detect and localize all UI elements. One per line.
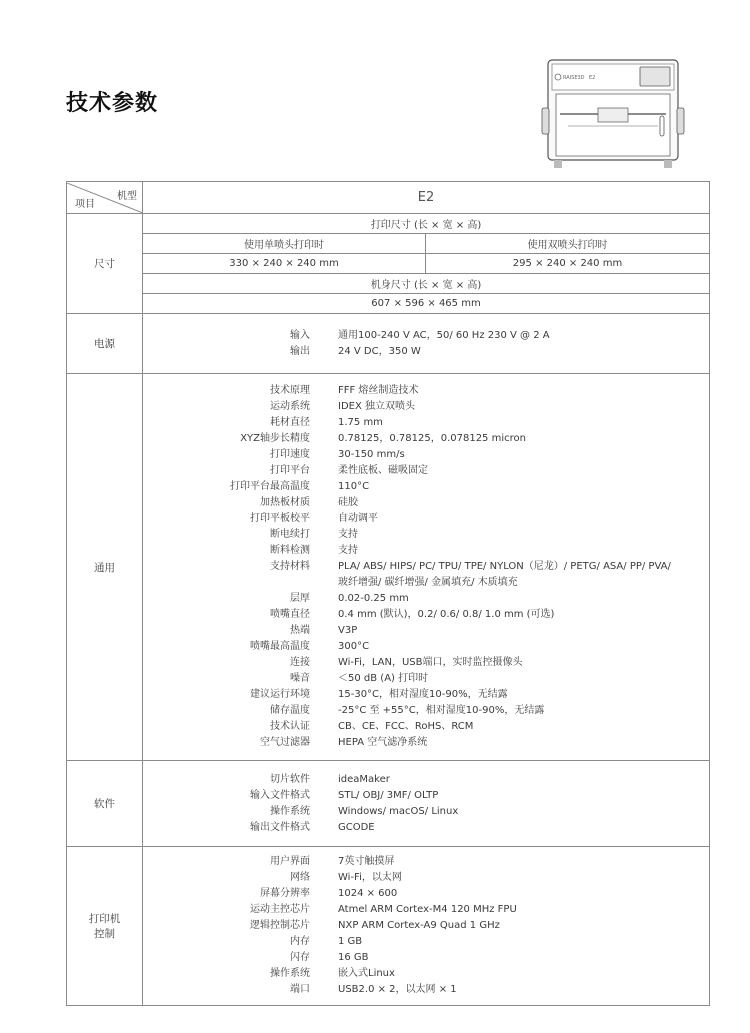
section-printer-control (67, 847, 143, 1006)
spec-key: 支持材料 (270, 561, 310, 572)
spec-key: 噪音 (290, 673, 310, 684)
printer-brand: RAISE3D (563, 75, 585, 81)
spec-key: 连接 (290, 657, 310, 668)
spec-value: STL/ OBJ/ 3MF/ OLTP (338, 789, 439, 801)
spec-value: Windows/ macOS/ Linux (338, 805, 459, 817)
spec-row (143, 463, 709, 479)
spec-row (143, 655, 709, 671)
spec-key (143, 575, 310, 591)
spec-key: 输入文件格式 (250, 789, 310, 801)
spec-row (143, 623, 709, 639)
dual-nozzle-value: 295 × 240 × 240 mm (426, 254, 710, 274)
printer-model: E2 (589, 75, 596, 81)
spec-value: NXP ARM Cortex-A9 Quad 1 GHz (338, 920, 500, 931)
spec-key: 断电续打 (270, 529, 310, 540)
spec-key: 空气过滤器 (260, 737, 310, 748)
spec-row (143, 820, 709, 836)
spec-row (143, 719, 709, 735)
spec-value: 嵌入式Linux (338, 968, 395, 979)
spec-key: 运动主控芯片 (250, 904, 310, 915)
spec-row (143, 607, 709, 623)
spec-key: 技术认证 (270, 721, 310, 732)
spec-key: 逻辑控制芯片 (250, 920, 310, 931)
section-power: 电源 (67, 314, 143, 374)
spec-key: 端口 (290, 984, 310, 995)
spec-row (143, 415, 709, 431)
spec-key: 储存温度 (270, 705, 310, 716)
spec-row (143, 431, 709, 447)
spec-value: CB、CE、FCC、RoHS、RCM (338, 721, 474, 732)
spec-value: Wi-Fi，LAN，USB端口，实时监控摄像头 (338, 657, 523, 668)
printer-illustration (540, 56, 686, 174)
section-label-line1: 打印机 (88, 913, 121, 925)
spec-value: 30-150 mm/s (338, 449, 405, 460)
machine-size-label: 机身尺寸 (长 × 宽 × 高) (143, 274, 710, 294)
spec-key: 输入 (290, 329, 310, 341)
spec-row (143, 870, 709, 886)
spec-row (143, 735, 709, 751)
spec-key: 切片软件 (270, 773, 310, 785)
section-label-line2: 控制 (94, 928, 115, 940)
spec-row (143, 703, 709, 719)
spec-value: 110°C (338, 481, 370, 492)
spec-value: ideaMaker (338, 773, 390, 785)
spec-row (143, 886, 709, 902)
print-size-label: 打印尺寸 (长 × 宽 × 高) (143, 214, 710, 234)
spec-row (143, 982, 709, 998)
header-corner-cell (67, 182, 143, 214)
spec-key: 用户界面 (270, 856, 310, 867)
power-list (143, 314, 710, 374)
spec-value: 硅胶 (338, 497, 358, 508)
general-list (143, 374, 710, 761)
spec-row (143, 575, 709, 591)
section-size: 尺寸 (67, 214, 143, 314)
spec-row (143, 591, 709, 607)
spec-value: ＜50 dB (A) 打印时 (338, 673, 429, 684)
spec-row (143, 399, 709, 415)
model-col-label: 机型 (117, 190, 137, 202)
spec-value: 15-30°C，相对湿度10-90%，无结露 (338, 689, 508, 700)
spec-row (143, 527, 709, 543)
spec-value: PLA/ ABS/ HIPS/ PC/ TPU/ TPE/ NYLON（尼龙）/ PETG/ ASA/ PP/ PVA/ (338, 561, 671, 572)
spec-key: 打印平台 (270, 465, 310, 476)
spec-row (143, 902, 709, 918)
spec-key: 打印平台最高温度 (230, 481, 310, 492)
spec-value: 0.4 mm (默认)，0.2/ 0.6/ 0.8/ 1.0 mm (可选) (338, 609, 555, 620)
single-nozzle-label: 使用单喷头打印时 (143, 234, 426, 254)
spec-key: 打印平板校平 (250, 513, 310, 524)
spec-row (143, 671, 709, 687)
spec-value: 自动调平 (338, 513, 378, 524)
spec-value: 0.78125，0.78125，0.078125 micron (338, 433, 526, 444)
spec-key: 操作系统 (270, 968, 310, 979)
spec-key: 层厚 (290, 593, 310, 604)
spec-row (143, 934, 709, 950)
spec-key: 建议运行环境 (250, 689, 310, 700)
spec-value: 0.02-0.25 mm (338, 593, 409, 604)
spec-key: 喷嘴最高温度 (250, 641, 310, 652)
spec-value: 柔性底板、磁吸固定 (338, 465, 428, 476)
spec-value: 支持 (338, 545, 358, 556)
spec-value: -25°C 至 +55°C，相对湿度10-90%，无结露 (338, 705, 545, 716)
spec-value: HEPA 空气滤净系统 (338, 737, 428, 748)
spec-row (143, 495, 709, 511)
spec-value: 通用100-240 V AC，50/ 60 Hz 230 V @ 2 A (338, 329, 550, 341)
spec-key: XYZ轴步长精度 (240, 433, 310, 444)
spec-key: 内存 (290, 936, 310, 947)
spec-row (143, 854, 709, 870)
spec-value: 1024 × 600 (338, 888, 398, 899)
spec-table (66, 181, 710, 1006)
spec-value: GCODE (338, 821, 375, 833)
spec-key: 技术原理 (270, 385, 310, 396)
spec-value: 300°C (338, 641, 370, 652)
spec-row (143, 559, 709, 575)
spec-row (143, 639, 709, 655)
section-software: 软件 (67, 761, 143, 847)
spec-row (143, 383, 709, 399)
spec-row (143, 447, 709, 463)
spec-key: 输出 (290, 345, 310, 357)
spec-row (143, 511, 709, 527)
section-general: 通用 (67, 374, 143, 761)
spec-row (143, 950, 709, 966)
spec-value: 1 GB (338, 936, 363, 947)
software-list (143, 761, 710, 847)
spec-key: 加热板材质 (260, 497, 310, 508)
page-title: 技术参数 (66, 91, 159, 116)
spec-row (143, 479, 709, 495)
spec-value: 16 GB (338, 952, 369, 963)
spec-key: 断料检测 (270, 545, 310, 556)
spec-key: 操作系统 (270, 805, 310, 817)
spec-key: 运动系统 (270, 401, 310, 412)
spec-value: FFF 熔丝制造技术 (338, 385, 419, 396)
item-row-label: 项目 (75, 198, 95, 210)
spec-row (143, 804, 709, 820)
spec-key: 喷嘴直径 (270, 609, 310, 620)
spec-row (143, 687, 709, 703)
spec-value: 24 V DC，350 W (338, 345, 421, 357)
spec-value: USB2.0 × 2，以太网 × 1 (338, 984, 457, 995)
spec-value: Wi-Fi，以太网 (338, 872, 402, 883)
spec-row (143, 966, 709, 982)
spec-key: 网络 (290, 872, 310, 883)
spec-row (143, 788, 709, 804)
spec-key: 耗材直径 (270, 417, 310, 428)
spec-value: 支持 (338, 529, 358, 540)
spec-value: IDEX 独立双喷头 (338, 401, 415, 412)
spec-key: 闪存 (290, 952, 310, 963)
spec-value: 玻纤增强/ 碳纤增强/ 金属填充/ 木质填充 (338, 577, 518, 588)
control-list (143, 847, 710, 1006)
machine-size-value: 607 × 596 × 465 mm (143, 294, 710, 314)
model-name: E2 (143, 182, 710, 214)
spec-row (143, 344, 709, 360)
spec-key: 打印速度 (270, 449, 310, 460)
spec-row (143, 328, 709, 344)
spec-key: 屏幕分辨率 (260, 888, 310, 899)
dual-nozzle-label: 使用双喷头打印时 (426, 234, 710, 254)
spec-key: 热端 (290, 625, 310, 636)
spec-value: V3P (338, 625, 358, 636)
spec-row (143, 772, 709, 788)
spec-row (143, 918, 709, 934)
single-nozzle-value: 330 × 240 × 240 mm (143, 254, 426, 274)
spec-value: Atmel ARM Cortex-M4 120 MHz FPU (338, 904, 517, 915)
spec-value: 1.75 mm (338, 417, 383, 428)
spec-key: 输出文件格式 (250, 821, 310, 833)
spec-value: 7英寸触摸屏 (338, 856, 395, 867)
spec-row (143, 543, 709, 559)
